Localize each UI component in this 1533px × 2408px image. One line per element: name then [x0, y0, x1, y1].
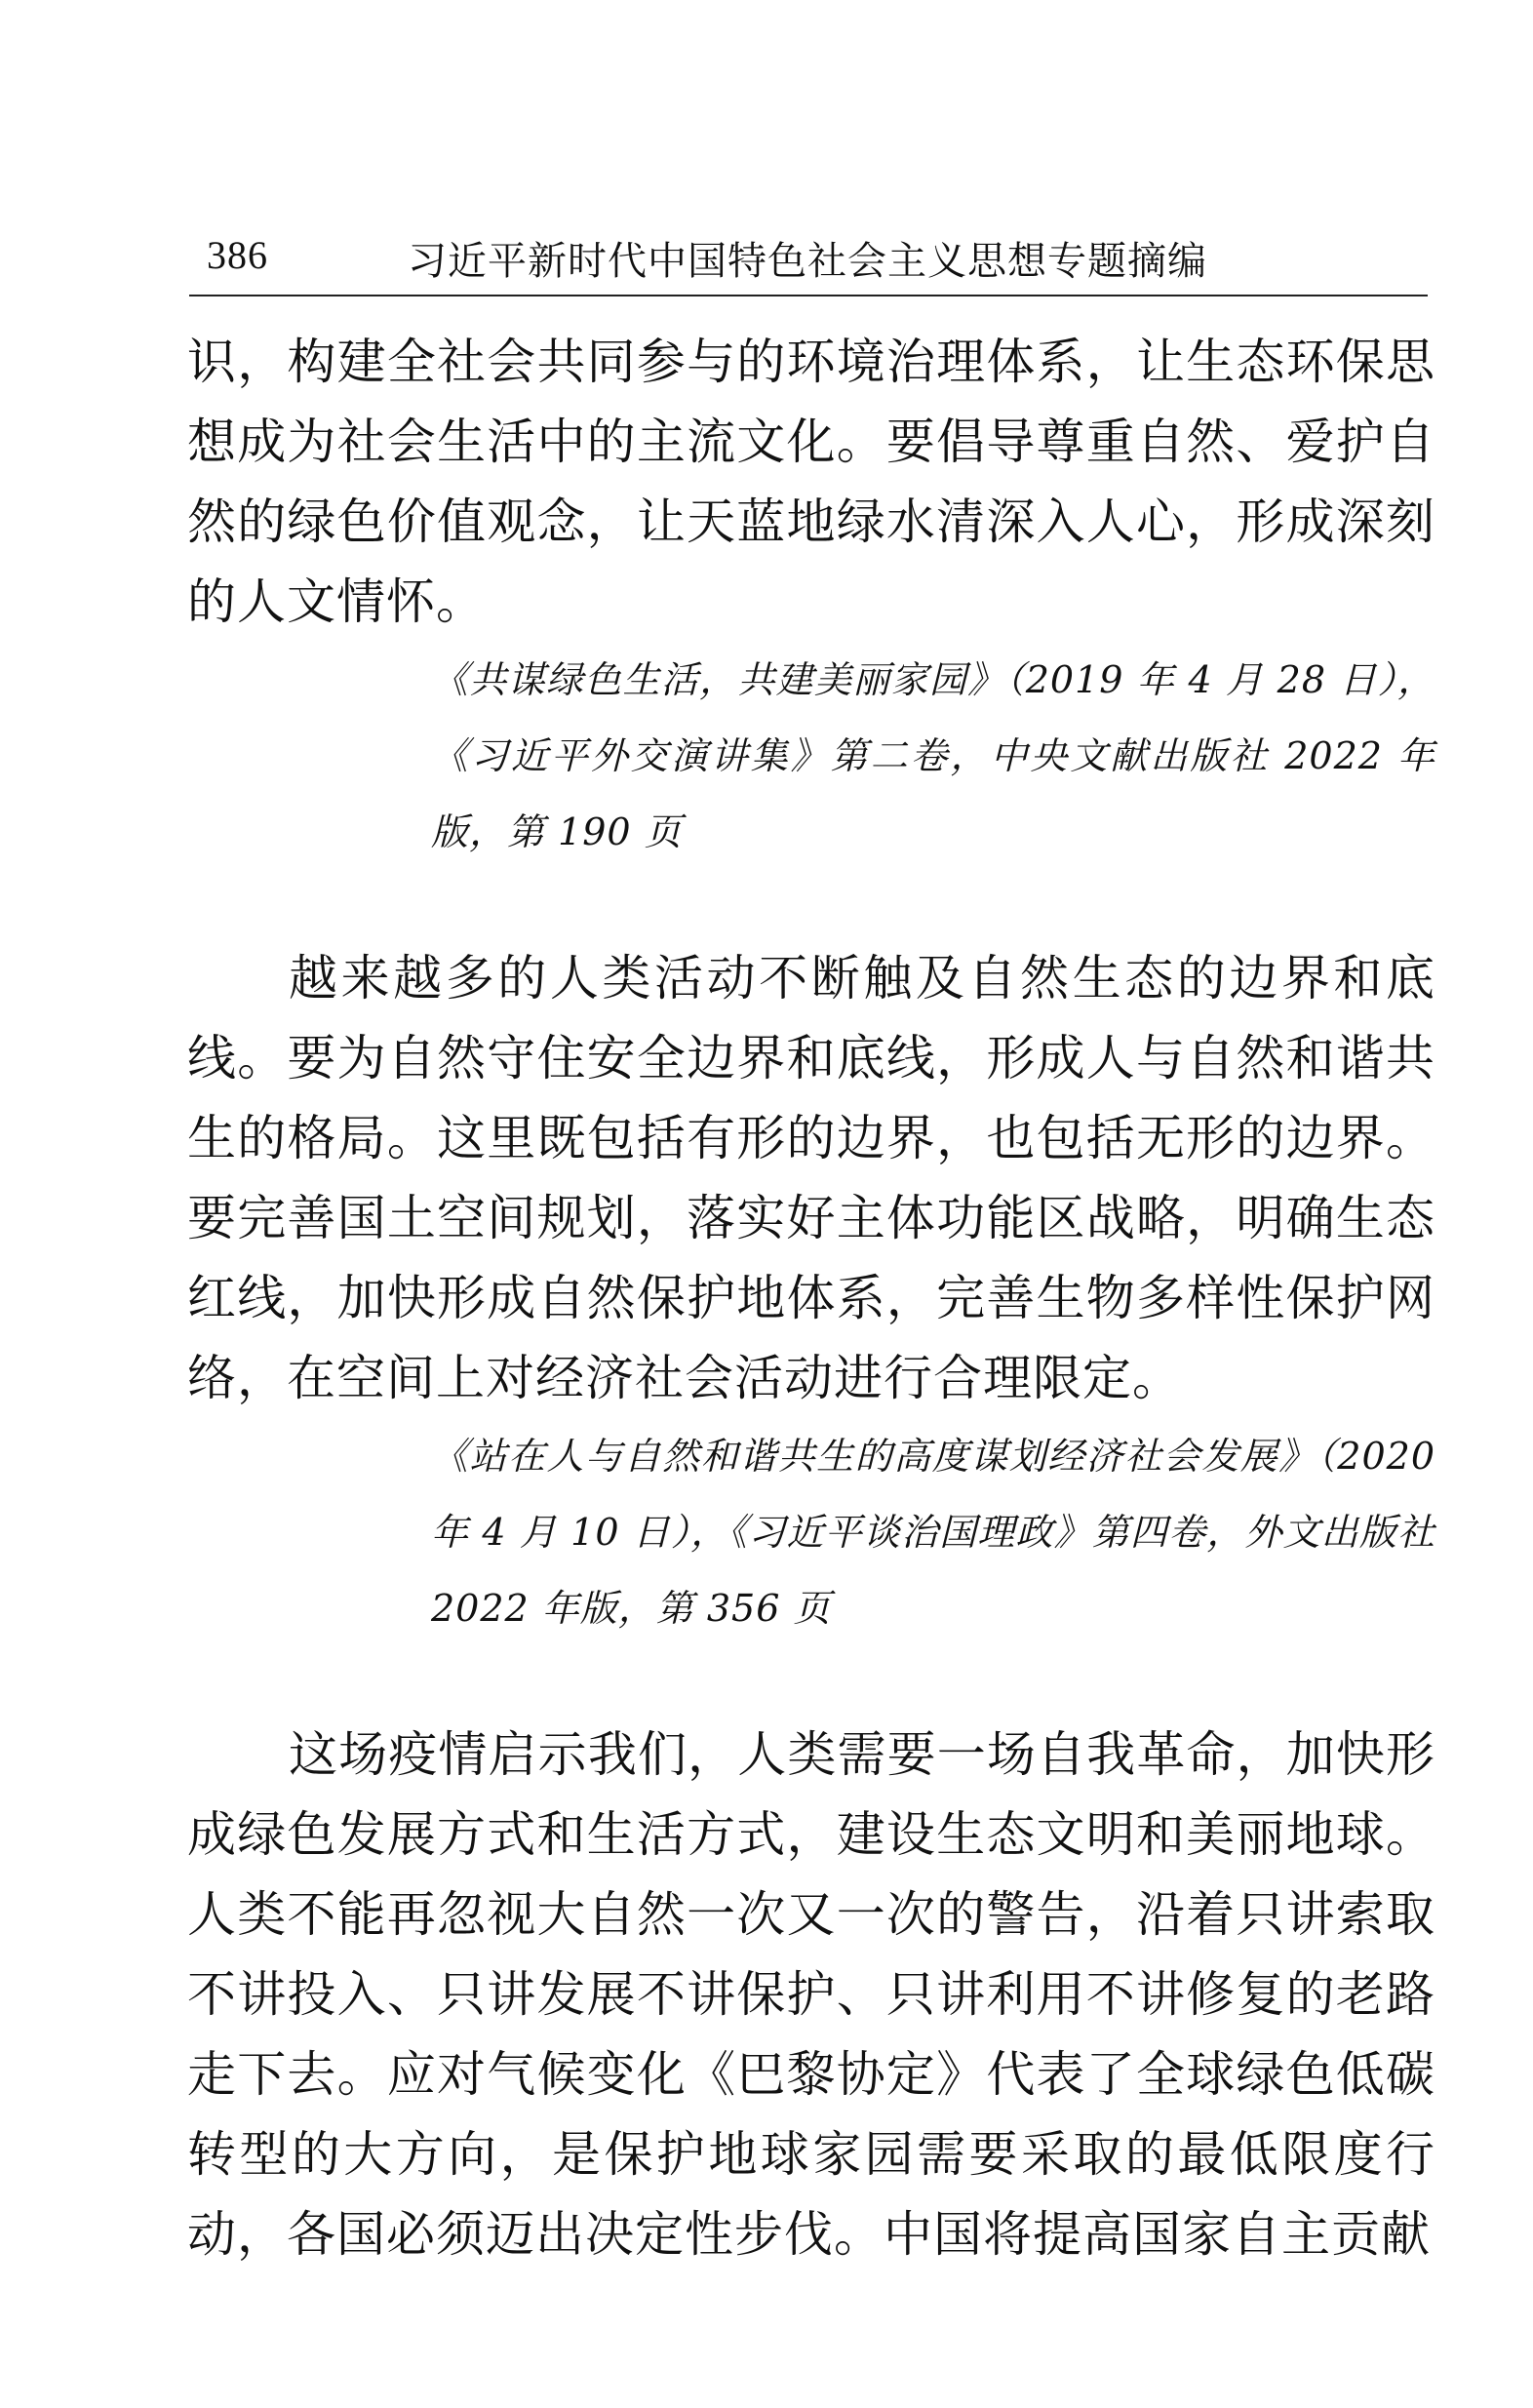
section-gap [187, 870, 1435, 938]
page-number: 386 [207, 233, 268, 277]
book-title: 习近平新时代中国特色社会主义思想专题摘编 [408, 239, 1207, 284]
paragraph-2: 越来越多的人类活动不断触及自然生态的边界和底线。要为自然守住安全边界和底线，形成人与自然和谐共生的格局。这里既包括有形的边界，也包括无形的边界。要完善国土空间规划，落实好主体功能区战略，明确生态红线，加快形成自然保护地体系，完善生物多样性保护网络，在空间上对经济社会活动进行合理限定。 [187, 950, 1435, 1406]
section-gap [187, 1646, 1435, 1715]
source-citation-2: 《站在人与自然和谐共生的高度谋划经济社会发展》（2020 年 4 月 10 日），《习近平谈治国理政》第四卷，外文出版社 2022 年版，第 356 页 [431, 1435, 1435, 1630]
paragraph-1: 识，构建全社会共同参与的环境治理体系，让生态环保思想成为社会生活中的主流文化。要倡导尊重自然、爱护自然的绿色价值观念，让天蓝地绿水清深入人心，形成深刻的人文情怀。 [187, 334, 1435, 630]
paragraph-3: 这场疫情启示我们，人类需要一场自我革命，加快形成绿色发展方式和生活方式，建设生态文明和美丽地球。人类不能再忽视大自然一次又一次的警告，沿着只讲索取不讲投入、只讲发展不讲保护、只讲利用不讲修复的老路走下去。应对气候变化《巴黎协定》代表了全球绿色低碳转型的大方向，是保护地球家园需要采取的最低限度行动，各国必须迈出决定性步伐。中国将提高国家自主贡献 [187, 1726, 1435, 2263]
page-body [187, 322, 1435, 2274]
running-header [189, 226, 1428, 296]
source-citation-1: 《共谋绿色生活，共建美丽家园》（2019 年 4 月 28 日），《习近平外交演讲集》第二卷，中央文献出版社 2022 年版，第 190 页 [431, 658, 1435, 853]
